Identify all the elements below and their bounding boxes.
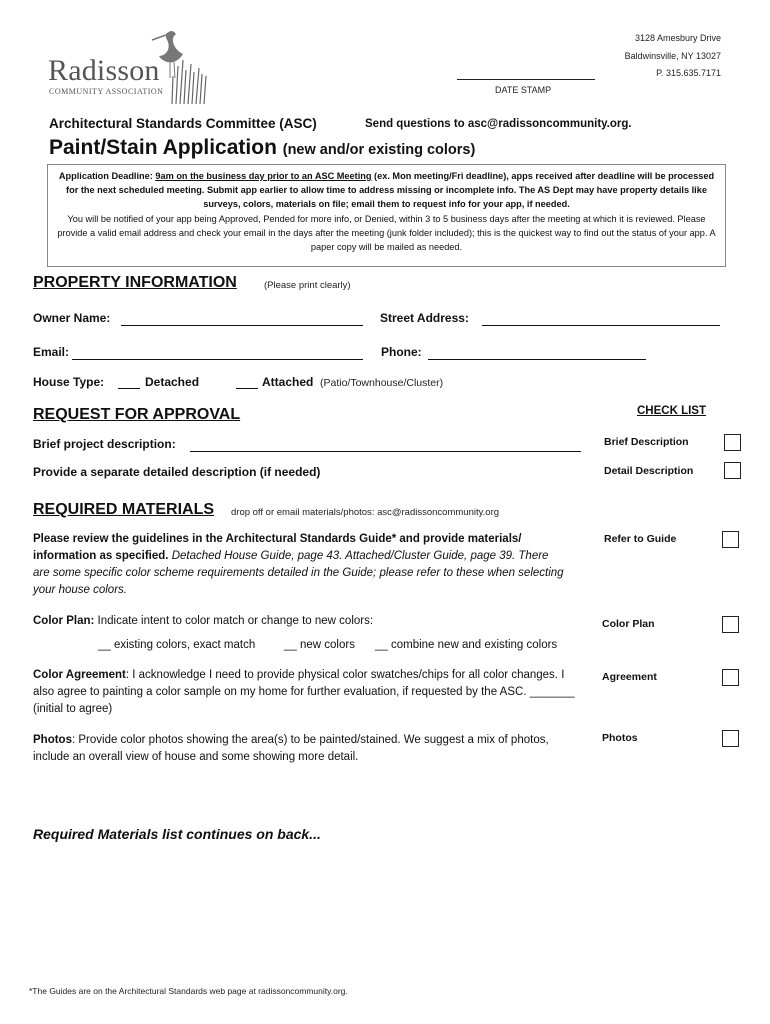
property-note: (Please print clearly) [264,280,351,291]
checklist-detail-description-checkbox[interactable] [724,462,741,479]
color-agreement-paragraph [33,667,575,718]
footnote: *The Guides are on the Architectural Standards web page at radissoncommunity.org. [29,986,348,996]
deadline-rest: (ex. Mon meeting/Fri deadline), apps received after deadline will be processed for the next scheduled meeting. Submit app earlier to allow time to address missing or incomplete info. The AS Dept may have property details like surveys, colors, materials on file; email them to request info for your app, if needed. [66,171,715,210]
attached-label: Attached [262,375,314,389]
logo-subtitle: COMMUNITY ASSOCIATION [49,87,164,96]
checklist-item-label: Refer to Guide [604,533,677,545]
color-plan-text: Indicate intent to color match or change to new colors: [94,615,374,627]
committee-name: Architectural Standards Committee (ASC) [49,116,317,131]
color-agreement-label: Color Agreement [33,669,126,681]
photos-text: : Provide color photos showing the area(s) to be painted/stained. We suggest a mix of photos, include an overall view of house and some showing more detail. [33,734,549,763]
checklist-brief-description-checkbox[interactable] [724,434,741,451]
option-new-colors[interactable]: __ new colors [284,639,355,651]
checklist-item-label: Brief Description [604,436,689,448]
notification-paragraph: You will be notified of your app being Approved, Pended for more info, or Denied, within 3 to 5 business days after the meeting at which it is reviewed. Please provide a valid email address and check your email in the days after the meeting (junk folder included); this is the quickest way to find out the status of your app. A paper copy will be mailed as needed. [57,213,716,253]
checklist-title: CHECK LIST [637,405,706,417]
date-stamp-line [457,79,595,80]
color-agreement-text: : I acknowledge I need to provide physical color swatches/chips for all color changes. I also agree to painting a color sample on my home for further evaluation, if requested by the ASC. _______ (initial to agree) [33,669,575,715]
brief-description-field[interactable] [190,451,581,452]
checklist-item-label: Detail Description [604,465,694,477]
checklist-item-label: Color Plan [602,618,655,630]
email-field[interactable] [72,359,363,360]
property-heading: PROPERTY INFORMATION [33,274,237,291]
separate-description-label: Provide a separate detailed description (if needed) [33,465,321,479]
address-line-street: 3128 Amesbury Drive [634,33,721,43]
checklist-refer-guide-checkbox[interactable] [722,531,739,548]
option-combine-colors[interactable]: __ combine new and existing colors [375,639,558,651]
attached-note: (Patio/Townhouse/Cluster) [320,377,444,389]
deadline-prefix: Application Deadline: [58,171,156,181]
continues-note: Required Materials list continues on back... [33,826,321,842]
materials-heading: REQUIRED MATERIALS [33,501,215,518]
questions-contact: Send questions to asc@radissoncommunity.org. [365,118,632,130]
date-stamp-label: DATE STAMP [495,85,552,95]
guide-instruction: Please review the guidelines in the Architectural Standards Guide* and provide materials/ information as specified. [33,533,522,562]
request-heading: REQUEST FOR APPROVAL [33,406,241,423]
owner-name-label: Owner Name: [33,311,111,325]
deadline-notice-box [47,164,726,267]
street-address-label: Street Address: [380,311,469,325]
checklist-item-label: Photos [602,732,638,744]
checklist-item-label: Agreement [602,671,657,683]
color-plan-label: Color Plan: [33,615,95,627]
title-sub: (new and/or existing colors) [282,142,476,158]
materials-note: drop off or email materials/photos: asc@radissoncommunity.org [231,507,500,518]
detached-blank[interactable] [118,388,140,389]
phone-field[interactable] [428,359,646,360]
deadline-time: 9am on the business day prior to an ASC Meeting [155,171,372,181]
address-line-city: Baldwinsville, NY 13027 [624,51,721,61]
detached-label: Detached [145,375,200,389]
page-title [49,136,475,160]
address-line-phone: P. 315.635.7171 [656,68,721,78]
deadline-paragraph [54,169,719,212]
guide-paragraph [33,531,568,599]
guide-pages: Detached House Guide, page 43. Attached/Cluster Guide, page 39. There are some specific color scheme requirements detailed in the Guide; please refer to these when selecting your house colors. [33,550,564,596]
street-address-field[interactable] [482,325,720,326]
title-main: Paint/Stain Application [49,136,277,159]
house-type-label: House Type: [33,375,105,389]
photos-paragraph [33,732,585,766]
checklist-color-plan-checkbox[interactable] [722,616,739,633]
logo-wordmark: Radisson [48,54,160,87]
owner-name-field[interactable] [121,325,363,326]
attached-blank[interactable] [236,388,258,389]
email-label: Email: [33,345,70,359]
option-existing-colors[interactable]: __ existing colors, exact match [98,639,256,651]
checklist-agreement-checkbox[interactable] [722,669,739,686]
checklist-photos-checkbox[interactable] [722,730,739,747]
phone-label: Phone: [381,345,422,359]
photos-label: Photos [33,734,72,746]
color-plan-paragraph [33,613,573,630]
brief-description-label: Brief project description: [33,437,176,451]
